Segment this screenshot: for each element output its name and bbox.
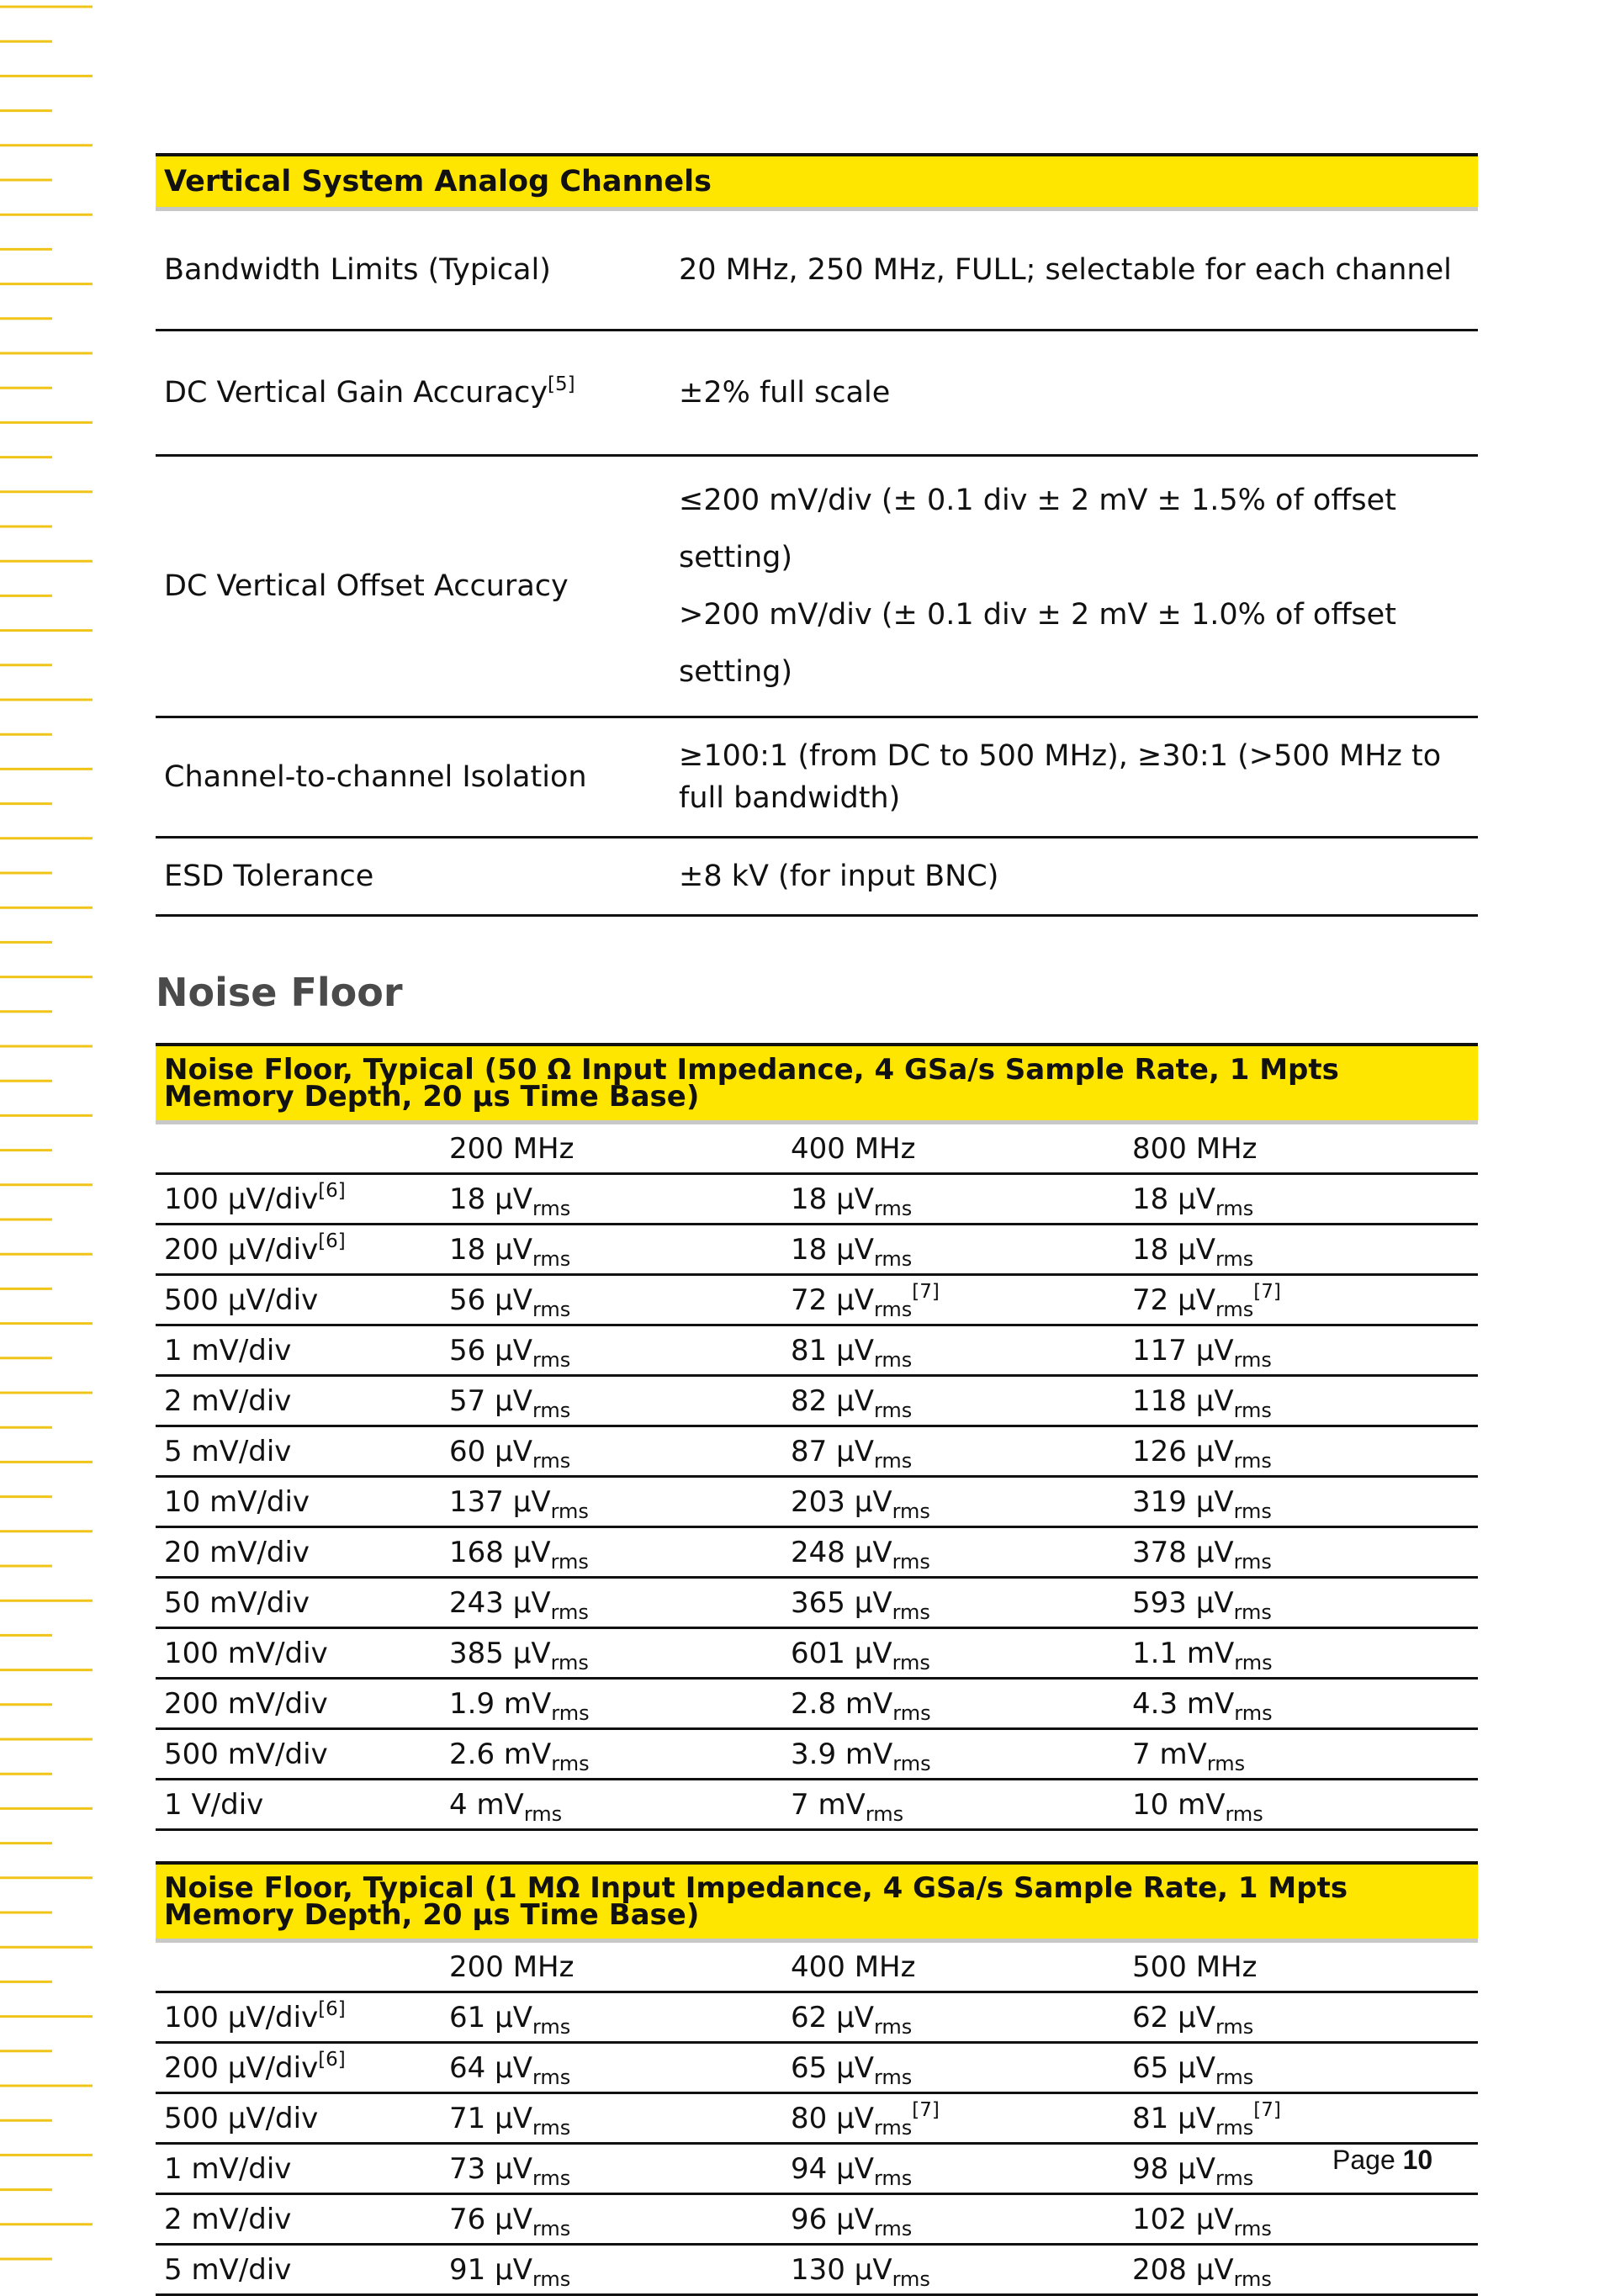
noise-value: 385 µV xyxy=(449,1636,551,1670)
row-label: Bandwidth Limits (Typical) xyxy=(156,209,670,331)
row-label xyxy=(156,1992,441,2043)
page-content xyxy=(156,153,1478,2296)
column-header: 400 MHz xyxy=(782,1941,1124,1992)
noise-value: 60 µV xyxy=(449,1434,532,1468)
table-row xyxy=(156,1578,1478,1628)
noise-value: 62 µV xyxy=(1132,2000,1215,2034)
noise-value: 378 µV xyxy=(1132,1535,1234,1569)
noise-value-cell xyxy=(1124,2194,1478,2245)
unit-subscript: rms xyxy=(1215,2166,1254,2190)
noise-value: 72 µV xyxy=(1132,1283,1215,1317)
noise-value-cell xyxy=(441,1174,782,1225)
unit-subscript: rms xyxy=(532,1297,571,1321)
table-row xyxy=(156,331,1478,456)
noise-value-cell xyxy=(1124,1992,1478,2043)
noise-value: 208 µV xyxy=(1132,2252,1234,2287)
unit-subscript: rms xyxy=(532,2216,571,2240)
unit-subscript: rms xyxy=(865,1801,904,1826)
table-row xyxy=(156,1679,1478,1729)
unit-subscript: rms xyxy=(873,1196,913,1220)
value-line: >200 mV/div (± 0.1 div ± 2 mV ± 1.0% of offset setting) xyxy=(679,598,1396,689)
noise-value: 61 µV xyxy=(449,2000,532,2034)
noise-value-cell xyxy=(441,1225,782,1275)
unit-subscript: rms xyxy=(1233,1549,1272,1574)
unit-subscript: rms xyxy=(873,1297,913,1321)
unit-subscript: rms xyxy=(550,1549,589,1574)
noise-value-cell xyxy=(782,2245,1124,2295)
unit-subscript: rms xyxy=(1234,1701,1273,1725)
noise-value: 87 µV xyxy=(791,1434,874,1468)
row-label xyxy=(156,2194,441,2245)
row-label-text: 100 µV/div xyxy=(164,2000,319,2034)
unit-subscript: rms xyxy=(1215,2065,1254,2089)
unit-subscript: rms xyxy=(1215,1297,1254,1321)
noise-value-cell xyxy=(441,1628,782,1679)
noise-value-cell xyxy=(782,2093,1124,2144)
table-row xyxy=(156,1426,1478,1477)
unit-subscript: rms xyxy=(873,2216,913,2240)
unit-subscript: rms xyxy=(1206,1751,1246,1775)
footnote-ref: [7] xyxy=(912,1280,940,1303)
table-title: Noise Floor, Typical (1 MΩ Input Impedance, 4 GSa/s Sample Rate, 1 Mpts Memory Depth, 20 µs Time Base) xyxy=(156,1863,1478,1941)
noise-value: 71 µV xyxy=(449,2101,532,2135)
footnote-ref: [6] xyxy=(318,1179,346,1202)
noise-value-cell xyxy=(441,1780,782,1830)
noise-value: 7 mV xyxy=(791,1787,866,1822)
unit-subscript: rms xyxy=(532,1448,571,1473)
noise-value-cell xyxy=(1124,1225,1478,1275)
noise-value: 81 µV xyxy=(1132,2101,1215,2135)
row-label-text: 10 mV/div xyxy=(164,1484,310,1519)
row-label xyxy=(156,1527,441,1578)
noise-value-cell xyxy=(1124,2245,1478,2295)
row-label xyxy=(156,1426,441,1477)
table-row xyxy=(156,1527,1478,1578)
unit-subscript: rms xyxy=(1233,1499,1272,1523)
row-label-text: 200 µV/div xyxy=(164,2050,319,2085)
row-label-text: 200 µV/div xyxy=(164,1232,319,1267)
noise-value: 117 µV xyxy=(1132,1333,1234,1368)
unit-subscript: rms xyxy=(1215,1196,1254,1220)
unit-subscript: rms xyxy=(873,1246,913,1271)
unit-subscript: rms xyxy=(532,2014,571,2039)
noise-value-cell xyxy=(782,1578,1124,1628)
noise-value-cell xyxy=(782,1780,1124,1830)
table-title: Noise Floor, Typical (50 Ω Input Impedance, 4 GSa/s Sample Rate, 1 Mpts Memory Depth, 20 µs Time Base) xyxy=(156,1045,1478,1123)
noise-value-cell xyxy=(441,1376,782,1426)
unit-subscript: rms xyxy=(1233,1347,1272,1372)
noise-value-cell xyxy=(1124,1174,1478,1225)
noise-value-cell xyxy=(782,1729,1124,1780)
page-prefix: Page xyxy=(1332,2145,1395,2175)
noise-value: 1.1 mV xyxy=(1132,1636,1235,1670)
table-row xyxy=(156,1174,1478,1225)
noise-table-1mohm xyxy=(156,1861,1478,2296)
noise-value-cell xyxy=(441,1275,782,1325)
row-label-text: 500 mV/div xyxy=(164,1737,328,1771)
noise-value-cell xyxy=(441,1729,782,1780)
unit-subscript: rms xyxy=(532,2115,571,2140)
noise-value-cell xyxy=(1124,1527,1478,1578)
row-label-text: 1 V/div xyxy=(164,1787,264,1822)
noise-value-cell xyxy=(441,1578,782,1628)
row-value: ±8 kV (for input BNC) xyxy=(670,838,1478,916)
row-label-text: 500 µV/div xyxy=(164,2101,319,2135)
row-label xyxy=(156,1477,441,1527)
footnote-ref: [7] xyxy=(1253,1280,1281,1303)
noise-value: 126 µV xyxy=(1132,1434,1234,1468)
noise-value: 72 µV xyxy=(791,1283,874,1317)
unit-subscript: rms xyxy=(892,1701,931,1725)
noise-value: 319 µV xyxy=(1132,1484,1234,1519)
table-row xyxy=(156,456,1478,717)
row-label-text: 2 mV/div xyxy=(164,2202,292,2236)
unit-subscript: rms xyxy=(1233,1398,1272,1422)
unit-subscript: rms xyxy=(1234,1650,1273,1674)
row-value: 20 MHz, 250 MHz, FULL; selectable for each channel xyxy=(670,209,1478,331)
row-label-text: 1 mV/div xyxy=(164,1333,292,1368)
table-row xyxy=(156,1780,1478,1830)
row-label-text: 5 mV/div xyxy=(164,2252,292,2287)
noise-value: 7 mV xyxy=(1132,1737,1207,1771)
footnote-ref: [7] xyxy=(1253,2098,1281,2121)
table-row xyxy=(156,1325,1478,1376)
noise-value-cell xyxy=(441,2043,782,2093)
footnote-ref: [6] xyxy=(318,1230,346,1252)
noise-value: 3.9 mV xyxy=(791,1737,893,1771)
unit-subscript: rms xyxy=(892,1650,930,1674)
noise-value: 102 µV xyxy=(1132,2202,1234,2236)
column-header-row xyxy=(156,1123,1478,1174)
noise-value-cell xyxy=(1124,1325,1478,1376)
noise-value: 81 µV xyxy=(791,1333,874,1368)
unit-subscript: rms xyxy=(873,1448,913,1473)
noise-value: 56 µV xyxy=(449,1333,532,1368)
noise-value: 94 µV xyxy=(791,2151,874,2186)
unit-subscript: rms xyxy=(873,2065,913,2089)
noise-value-cell xyxy=(1124,1578,1478,1628)
corner-cell xyxy=(156,1123,441,1174)
unit-subscript: rms xyxy=(873,1347,913,1372)
noise-value: 18 µV xyxy=(1132,1182,1215,1216)
noise-value: 91 µV xyxy=(449,2252,532,2287)
unit-subscript: rms xyxy=(892,1549,930,1574)
table-row xyxy=(156,2093,1478,2144)
noise-value: 18 µV xyxy=(791,1232,874,1267)
row-label-text: 100 µV/div xyxy=(164,1182,319,1216)
noise-value: 98 µV xyxy=(1132,2151,1215,2186)
noise-value-cell xyxy=(441,1477,782,1527)
noise-value: 65 µV xyxy=(791,2050,874,2085)
unit-subscript: rms xyxy=(532,1347,571,1372)
row-label xyxy=(156,1376,441,1426)
unit-subscript: rms xyxy=(551,1701,590,1725)
page-number xyxy=(1332,2145,1432,2176)
page-number-value: 10 xyxy=(1402,2145,1433,2175)
noise-value: 65 µV xyxy=(1132,2050,1215,2085)
row-label-text: DC Vertical Gain Accuracy xyxy=(164,376,548,410)
noise-value-cell xyxy=(782,1325,1124,1376)
table-title: Vertical System Analog Channels xyxy=(156,155,1478,209)
noise-value: 18 µV xyxy=(449,1182,532,1216)
row-label xyxy=(156,1780,441,1830)
noise-value: 130 µV xyxy=(791,2252,892,2287)
row-label-text: 200 mV/div xyxy=(164,1686,328,1721)
column-header: 200 MHz xyxy=(441,1941,782,1992)
row-label-text: 50 mV/div xyxy=(164,1585,310,1620)
noise-value-cell xyxy=(441,2093,782,2144)
unit-subscript: rms xyxy=(532,2065,571,2089)
noise-value-cell xyxy=(782,2194,1124,2245)
noise-value: 82 µV xyxy=(791,1383,874,1418)
footnote-ref: [6] xyxy=(318,2048,346,2071)
noise-value: 18 µV xyxy=(1132,1232,1215,1267)
row-value xyxy=(670,456,1478,717)
noise-value: 2.6 mV xyxy=(449,1737,552,1771)
noise-value: 4 mV xyxy=(449,1787,524,1822)
noise-value-cell xyxy=(441,2144,782,2194)
noise-value: 76 µV xyxy=(449,2202,532,2236)
noise-value-cell xyxy=(1124,1477,1478,1527)
table-row xyxy=(156,838,1478,916)
row-label xyxy=(156,2144,441,2194)
noise-table-50ohm xyxy=(156,1043,1478,1831)
noise-value: 62 µV xyxy=(791,2000,874,2034)
row-label xyxy=(156,1275,441,1325)
noise-value-cell xyxy=(441,1992,782,2043)
row-label xyxy=(156,2093,441,2144)
row-label-text: 100 mV/div xyxy=(164,1636,328,1670)
unit-subscript: rms xyxy=(892,1600,930,1624)
row-label xyxy=(156,2043,441,2093)
noise-value-cell xyxy=(441,1426,782,1477)
noise-value: 80 µV xyxy=(791,2101,874,2135)
unit-subscript: rms xyxy=(873,2115,913,2140)
noise-value-cell xyxy=(1124,2043,1478,2093)
table-row xyxy=(156,1275,1478,1325)
noise-value-cell xyxy=(782,1225,1124,1275)
noise-value-cell xyxy=(441,2194,782,2245)
table-row xyxy=(156,1628,1478,1679)
unit-subscript: rms xyxy=(532,2166,571,2190)
table-row xyxy=(156,2144,1478,2194)
noise-value: 243 µV xyxy=(449,1585,551,1620)
section-title: Noise Floor xyxy=(156,970,403,1015)
unit-subscript: rms xyxy=(892,1751,931,1775)
column-header: 500 MHz xyxy=(1124,1941,1478,1992)
vertical-system-table xyxy=(156,153,1478,917)
noise-value-cell xyxy=(782,2043,1124,2093)
noise-value: 10 mV xyxy=(1132,1787,1226,1822)
unit-subscript: rms xyxy=(550,1499,589,1523)
footnote-ref: [5] xyxy=(548,373,575,395)
noise-value-cell xyxy=(1124,2093,1478,2144)
unit-subscript: rms xyxy=(550,1650,589,1674)
row-label xyxy=(156,1679,441,1729)
table-row xyxy=(156,1225,1478,1275)
unit-subscript: rms xyxy=(532,1246,571,1271)
footnote-ref: [6] xyxy=(318,1997,346,2020)
unit-subscript: rms xyxy=(532,1398,571,1422)
row-label-text: 5 mV/div xyxy=(164,1434,292,1468)
table-row xyxy=(156,717,1478,838)
noise-value: 365 µV xyxy=(791,1585,892,1620)
unit-subscript: rms xyxy=(532,2267,571,2291)
row-label xyxy=(156,1578,441,1628)
row-label: ESD Tolerance xyxy=(156,838,670,916)
noise-value: 168 µV xyxy=(449,1535,551,1569)
noise-value: 203 µV xyxy=(791,1484,892,1519)
row-label-text: 20 mV/div xyxy=(164,1535,310,1569)
noise-value: 56 µV xyxy=(449,1283,532,1317)
row-label xyxy=(156,1225,441,1275)
noise-value-cell xyxy=(782,1992,1124,2043)
column-header: 200 MHz xyxy=(441,1123,782,1174)
row-label xyxy=(156,1729,441,1780)
noise-value: 18 µV xyxy=(791,1182,874,1216)
unit-subscript: rms xyxy=(523,1801,563,1826)
noise-value: 57 µV xyxy=(449,1383,532,1418)
noise-value-cell xyxy=(1124,1376,1478,1426)
noise-value: 248 µV xyxy=(791,1535,892,1569)
noise-value-cell xyxy=(782,1275,1124,1325)
noise-value-cell xyxy=(441,1325,782,1376)
noise-value-cell xyxy=(1124,1628,1478,1679)
unit-subscript: rms xyxy=(873,2166,913,2190)
row-label: Channel-to-channel Isolation xyxy=(156,717,670,838)
table-row xyxy=(156,1477,1478,1527)
unit-subscript: rms xyxy=(1215,1246,1254,1271)
noise-value: 1.9 mV xyxy=(449,1686,552,1721)
noise-value-cell xyxy=(782,2144,1124,2194)
row-value: ≥100:1 (from DC to 500 MHz), ≥30:1 (>500 MHz to full bandwidth) xyxy=(670,717,1478,838)
table-row xyxy=(156,209,1478,331)
row-label xyxy=(156,331,670,456)
unit-subscript: rms xyxy=(873,2014,913,2039)
corner-cell xyxy=(156,1941,441,1992)
noise-value-cell xyxy=(782,1628,1124,1679)
unit-subscript: rms xyxy=(1215,2115,1254,2140)
noise-value-cell xyxy=(782,1679,1124,1729)
row-label xyxy=(156,1628,441,1679)
unit-subscript: rms xyxy=(1233,2216,1272,2240)
noise-value: 2.8 mV xyxy=(791,1686,893,1721)
unit-subscript: rms xyxy=(1233,1448,1272,1473)
table-row xyxy=(156,1376,1478,1426)
table-row xyxy=(156,2245,1478,2295)
noise-value: 137 µV xyxy=(449,1484,551,1519)
table-row xyxy=(156,2043,1478,2093)
noise-value-cell xyxy=(441,1527,782,1578)
row-value: ±2% full scale xyxy=(670,331,1478,456)
column-header-row xyxy=(156,1941,1478,1992)
noise-value-cell xyxy=(782,1174,1124,1225)
table-row xyxy=(156,2194,1478,2245)
column-header: 800 MHz xyxy=(1124,1123,1478,1174)
noise-value: 593 µV xyxy=(1132,1585,1234,1620)
noise-value: 64 µV xyxy=(449,2050,532,2085)
unit-subscript: rms xyxy=(532,1196,571,1220)
noise-value-cell xyxy=(1124,1780,1478,1830)
row-label xyxy=(156,1325,441,1376)
unit-subscript: rms xyxy=(1233,1600,1272,1624)
noise-value: 73 µV xyxy=(449,2151,532,2186)
unit-subscript: rms xyxy=(892,1499,930,1523)
margin-decoration xyxy=(0,0,101,2283)
unit-subscript: rms xyxy=(551,1751,590,1775)
noise-value-cell xyxy=(1124,1426,1478,1477)
unit-subscript: rms xyxy=(892,2267,930,2291)
noise-value-cell xyxy=(782,1527,1124,1578)
noise-value-cell xyxy=(1124,1729,1478,1780)
noise-value: 601 µV xyxy=(791,1636,892,1670)
noise-value-cell xyxy=(1124,1275,1478,1325)
noise-value: 4.3 mV xyxy=(1132,1686,1235,1721)
table-row xyxy=(156,1729,1478,1780)
noise-value-cell xyxy=(1124,1679,1478,1729)
unit-subscript: rms xyxy=(1225,1801,1263,1826)
value-line: ≤200 mV/div (± 0.1 div ± 2 mV ± 1.5% of offset setting) xyxy=(679,484,1396,574)
noise-value: 18 µV xyxy=(449,1232,532,1267)
noise-value-cell xyxy=(441,1679,782,1729)
table-row xyxy=(156,1992,1478,2043)
row-label-text: 2 mV/div xyxy=(164,1383,292,1418)
noise-value: 118 µV xyxy=(1132,1383,1234,1418)
footnote-ref: [7] xyxy=(912,2098,940,2121)
row-label xyxy=(156,1174,441,1225)
row-label xyxy=(156,2245,441,2295)
row-label-text: 1 mV/div xyxy=(164,2151,292,2186)
noise-value-cell xyxy=(782,1426,1124,1477)
unit-subscript: rms xyxy=(1233,2267,1272,2291)
noise-value-cell xyxy=(782,1376,1124,1426)
noise-value: 96 µV xyxy=(791,2202,874,2236)
unit-subscript: rms xyxy=(1215,2014,1254,2039)
noise-value-cell xyxy=(782,1477,1124,1527)
column-header: 400 MHz xyxy=(782,1123,1124,1174)
row-label: DC Vertical Offset Accuracy xyxy=(156,456,670,717)
row-label-text: 500 µV/div xyxy=(164,1283,319,1317)
noise-value-cell xyxy=(441,2245,782,2295)
unit-subscript: rms xyxy=(873,1398,913,1422)
unit-subscript: rms xyxy=(550,1600,589,1624)
